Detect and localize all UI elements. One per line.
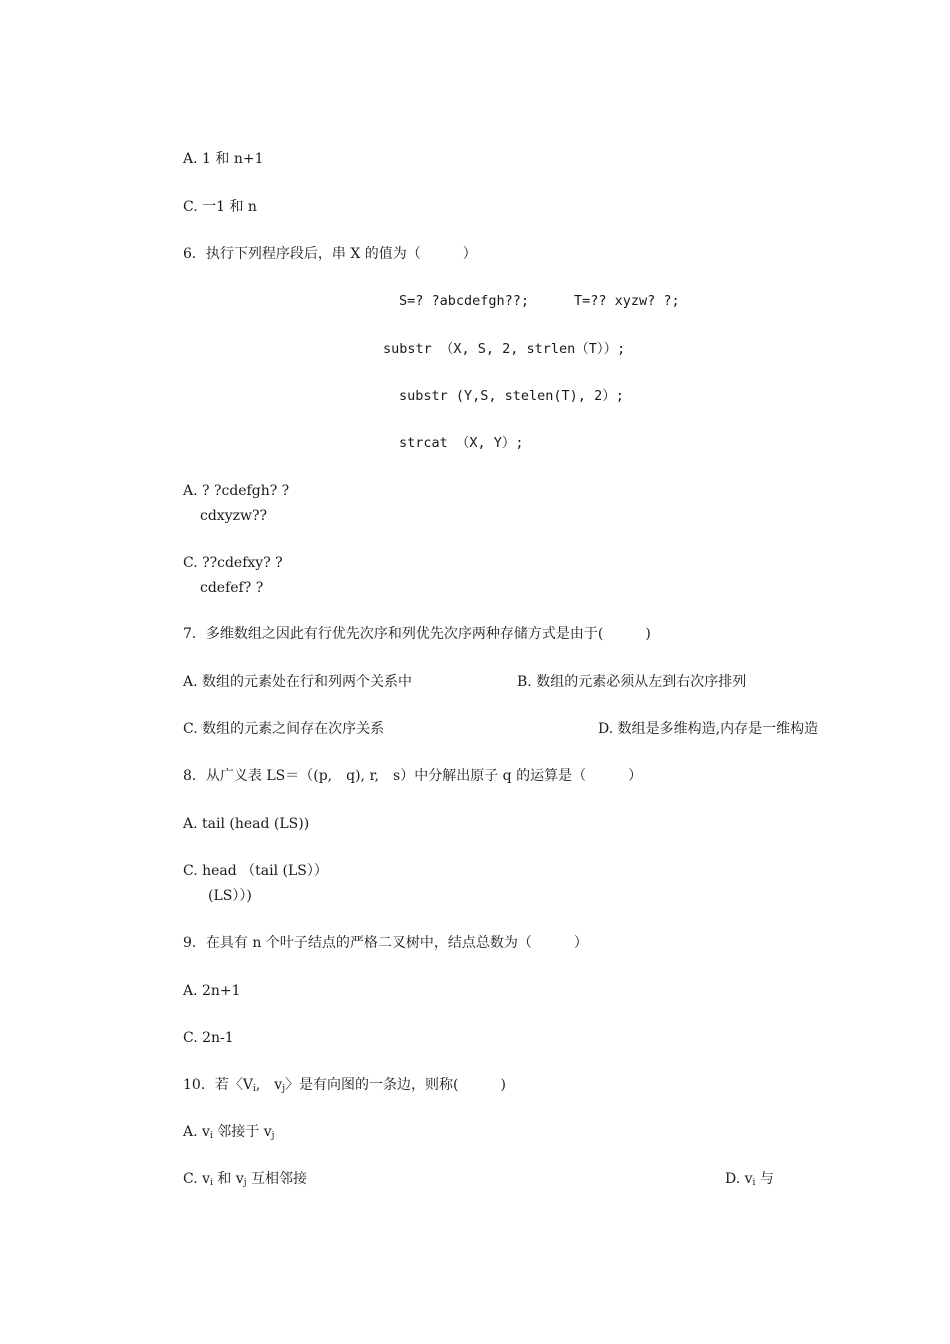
q6-option-d-fragment: cdefef? ? <box>200 580 264 596</box>
q10-stem-sub-i: i <box>252 1084 256 1094</box>
q6-code-line-2: T=?? xyzw? ?; <box>574 293 680 309</box>
q6-code-line-5: strcat （X, Y）; <box>399 435 524 451</box>
q5-option-a: A. 1 和 n+1 <box>183 151 264 167</box>
q8-option-a: A. tail (head (LS)) <box>183 816 310 832</box>
q10-opt-a-mid: 邻接于 v <box>212 1124 272 1140</box>
q10-stem <box>183 1076 506 1094</box>
q10-opt-c-mid: 和 v <box>212 1171 244 1187</box>
q6-option-b-fragment: cdxyzw?? <box>200 508 267 524</box>
q7-stem: 7．多维数组之因此有行优先次序和列优先次序两种存储方式是由于( ) <box>183 626 651 642</box>
q10-opt-c-sub1: i <box>210 1178 213 1188</box>
q7-option-d: D. 数组是多维构造,内存是一维构造 <box>598 721 819 737</box>
q10-option-d <box>725 1170 774 1188</box>
q6-stem: 6．执行下列程序段后，串 X 的值为（ ） <box>183 246 477 262</box>
q10-stem-post: 〉是有向图的一条边，则称( ) <box>284 1077 506 1093</box>
q8-option-d-fragment: (LS））) <box>208 888 252 904</box>
q6-code-line-4: substr (Y,S, stelen(T), 2）; <box>399 388 624 404</box>
q8-stem: 8．从广义表 LS＝（(p, q), r, s）中分解出原子 q 的运算是（ ） <box>183 768 643 784</box>
q6-option-c: C. ??cdefxy? ? <box>183 555 283 571</box>
q10-stem-mid: , v <box>255 1077 283 1093</box>
q10-opt-d-pre: D. v <box>725 1171 753 1187</box>
q10-opt-c-post: 互相邻接 <box>246 1171 307 1187</box>
q7-option-b: B. 数组的元素必须从左到右次序排列 <box>517 674 747 690</box>
q8-option-c: C. head （tail (LS）） <box>183 863 328 879</box>
q9-option-c: C. 2n-1 <box>183 1030 234 1046</box>
q10-stem-pre: 10．若〈V <box>183 1077 253 1093</box>
q10-opt-a-pre: A. v <box>183 1124 210 1140</box>
q7-option-a: A. 数组的元素处在行和列两个关系中 <box>183 674 413 690</box>
q6-code-line-1: S=? ?abcdefgh??; <box>399 293 530 309</box>
q10-opt-d-post: 与 <box>755 1171 774 1187</box>
q10-option-c <box>183 1170 307 1188</box>
q10-opt-c-sub2: j <box>243 1178 247 1188</box>
q10-opt-d-sub: i <box>752 1178 756 1188</box>
q6-code-line-3: substr （X, S, 2, strlen（T））; <box>383 341 626 357</box>
q10-opt-a-sub2: j <box>271 1131 275 1141</box>
q10-opt-c-pre: C. v <box>183 1171 211 1187</box>
q10-opt-a-sub1: i <box>209 1131 213 1141</box>
q9-option-a: A. 2n+1 <box>183 983 241 999</box>
q10-stem-sub-j: j <box>282 1084 285 1094</box>
q9-stem: 9．在具有 n 个叶子结点的严格二叉树中，结点总数为（ ） <box>183 935 588 951</box>
q10-option-a <box>183 1123 274 1141</box>
q5-option-c: C. 一1 和 n <box>183 199 257 215</box>
q7-option-c: C. 数组的元素之间存在次序关系 <box>183 721 385 737</box>
q6-option-a: A. ? ?cdefgh? ? <box>183 483 290 499</box>
